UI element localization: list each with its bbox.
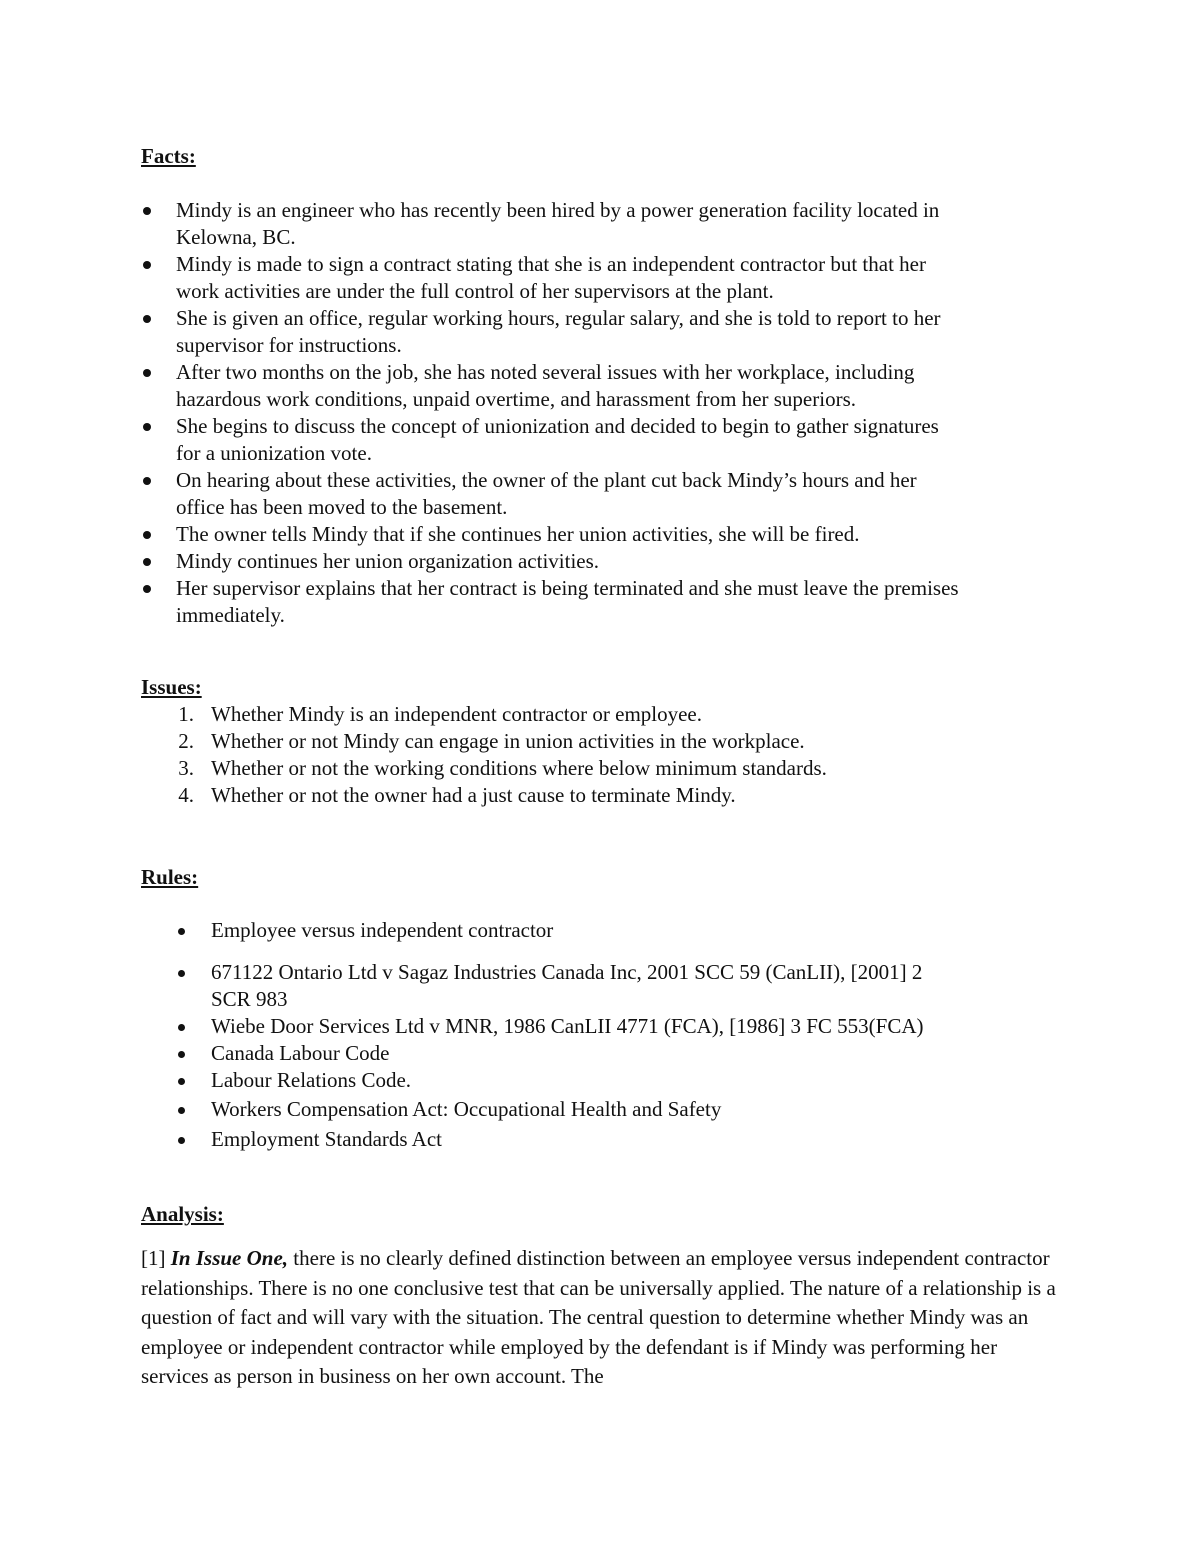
- bullet-icon: [178, 1024, 185, 1031]
- issue-text: Whether or not Mindy can engage in union activities in the workplace.: [211, 729, 805, 753]
- bullet-icon: [143, 369, 151, 377]
- bullet-icon: [143, 207, 151, 215]
- facts-item-2-line1: Mindy is made to sign a contract stating that she is an independent contractor but that her: [176, 252, 926, 276]
- issue-text: Whether Mindy is an independent contractor or employee.: [211, 702, 702, 726]
- issue-number: 3.: [178, 756, 194, 780]
- rule-item: Wiebe Door Services Ltd v MNR, 1986 CanLII 4771 (FCA), [1986] 3 FC 553(FCA): [211, 1014, 924, 1038]
- facts-item-4-line2: hazardous work conditions, unpaid overtime, and harassment from her superiors.: [176, 387, 856, 411]
- rule-item: Labour Relations Code.: [211, 1068, 412, 1092]
- facts-item-1-line2: Kelowna, BC.: [176, 225, 296, 249]
- rules-heading: Rules:: [141, 865, 199, 889]
- analysis-paragraph: [141, 1244, 1066, 1392]
- bullet-icon: [143, 585, 151, 593]
- bullet-icon: [143, 261, 151, 269]
- rule-item: Workers Compensation Act: Occupational Health and Safety: [211, 1097, 722, 1121]
- facts-item-3-line1: She is given an office, regular working hours, regular salary, and she is told to report to her: [176, 306, 941, 330]
- issue-text: Whether or not the working conditions where below minimum standards.: [211, 756, 827, 780]
- facts-item-8-line1: Mindy continues her union organization activities.: [176, 549, 600, 573]
- issue-number: 4.: [178, 783, 194, 807]
- issue-number: 2.: [178, 729, 194, 753]
- facts-item-5-line1: She begins to discuss the concept of unionization and decided to begin to gather signatures: [176, 414, 939, 438]
- facts-item-6-line2: office has been moved to the basement.: [176, 495, 508, 519]
- bullet-icon: [143, 315, 151, 323]
- bullet-icon: [143, 477, 151, 485]
- facts-item-3-line2: supervisor for instructions.: [176, 333, 402, 357]
- rule-item: Employment Standards Act: [211, 1127, 442, 1151]
- rule-item: Canada Labour Code: [211, 1041, 390, 1065]
- bullet-icon: [178, 928, 185, 935]
- issue-number: 1.: [178, 702, 194, 726]
- analysis-body-text: there is no clearly defined distinction between an employee versus independent contractor relationships. There is no one conclusive test that can be universally applied. The nature of a relationship is a question of fact and will vary with the situation. The central question to determine whether Mindy was an employee or independent contractor while employed by the defendant is if Mindy was performing her services as person in business on her own account. The: [141, 1246, 1056, 1388]
- bullet-icon: [178, 1137, 185, 1144]
- facts-item-2-line2: work activities are under the full control of her supervisors at the plant.: [176, 279, 774, 303]
- issue-text: Whether or not the owner had a just cause to terminate Mindy.: [211, 783, 736, 807]
- bullet-icon: [178, 970, 185, 977]
- bullet-icon: [143, 558, 151, 566]
- facts-item-9-line2: immediately.: [176, 603, 285, 627]
- paragraph-number: [1]: [141, 1246, 171, 1270]
- facts-item-7-line1: The owner tells Mindy that if she continues her union activities, she will be fired.: [176, 522, 860, 546]
- bullet-icon: [178, 1107, 185, 1114]
- bullet-icon: [178, 1051, 185, 1058]
- facts-item-5-line2: for a unionization vote.: [176, 441, 372, 465]
- issue-one-emphasis: In Issue One,: [170, 1246, 289, 1270]
- rule-item: 671122 Ontario Ltd v Sagaz Industries Canada Inc, 2001 SCC 59 (CanLII), [2001] 2: [211, 960, 923, 984]
- bullet-icon: [143, 423, 151, 431]
- issues-heading: Issues:: [141, 675, 202, 699]
- facts-heading: Facts:: [141, 144, 196, 168]
- rule-item: Employee versus independent contractor: [211, 918, 554, 942]
- rule-item-line2: SCR 983: [211, 987, 288, 1011]
- analysis-heading: Analysis:: [141, 1202, 224, 1226]
- facts-item-6-line1: On hearing about these activities, the owner of the plant cut back Mindy’s hours and her: [176, 468, 917, 492]
- bullet-icon: [143, 531, 151, 539]
- facts-item-4-line1: After two months on the job, she has noted several issues with her workplace, including: [176, 360, 915, 384]
- facts-item-9-line1: Her supervisor explains that her contract is being terminated and she must leave the premises: [176, 576, 959, 600]
- facts-item-1-line1: Mindy is an engineer who has recently been hired by a power generation facility located in: [176, 198, 940, 222]
- bullet-icon: [178, 1078, 185, 1085]
